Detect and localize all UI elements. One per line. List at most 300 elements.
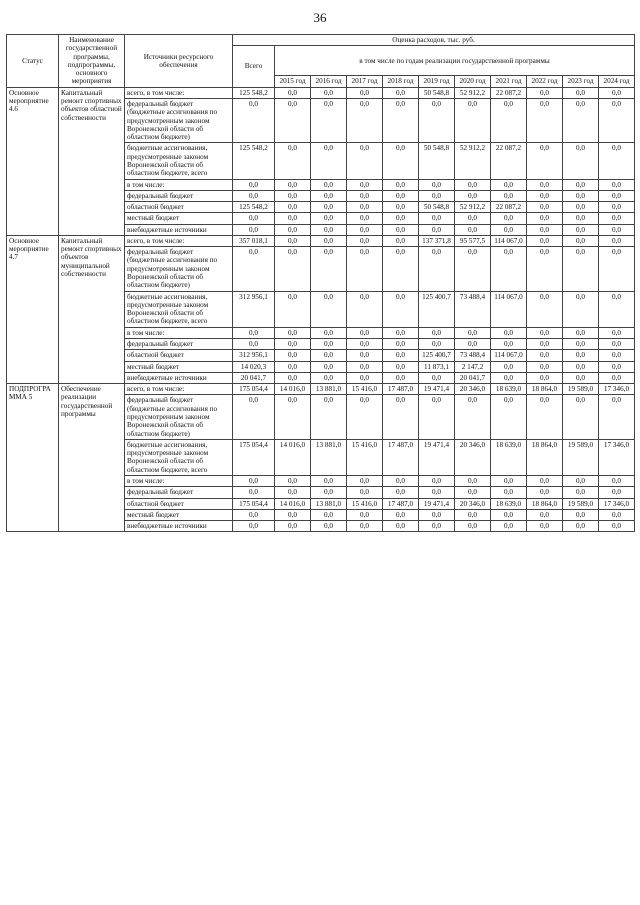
header-year: 2016 год <box>311 76 347 87</box>
cell-year-value: 0,0 <box>275 213 311 224</box>
cell-year-value: 0,0 <box>563 327 599 338</box>
row-funding-source: внебюджетные источники <box>125 224 233 235</box>
cell-year-value: 52 912,2 <box>455 87 491 98</box>
header-status: Статус <box>7 35 59 88</box>
row-funding-source: федеральный бюджет (бюджетные ассигнования по предусмотренным законом Воронежской области об областном бюджете) <box>125 247 233 291</box>
cell-year-value: 0,0 <box>599 143 635 179</box>
cell-year-value: 18 864,0 <box>527 439 563 475</box>
cell-total: 0,0 <box>233 487 275 498</box>
cell-year-value: 0,0 <box>599 213 635 224</box>
cell-year-value: 0,0 <box>311 509 347 520</box>
cell-year-value: 20 346,0 <box>455 498 491 509</box>
cell-total: 175 054,4 <box>233 384 275 395</box>
cell-year-value: 0,0 <box>455 190 491 201</box>
cell-year-value: 0,0 <box>491 395 527 439</box>
cell-year-value: 0,0 <box>347 327 383 338</box>
row-program-name: Капитальный ремонт спортивных объектов областной собственности <box>59 87 125 235</box>
cell-year-value: 0,0 <box>275 327 311 338</box>
cell-total: 357 018,1 <box>233 235 275 246</box>
cell-year-value: 14 016,0 <box>275 498 311 509</box>
cell-year-value: 0,0 <box>347 509 383 520</box>
cell-total: 0,0 <box>233 509 275 520</box>
cell-year-value: 0,0 <box>527 247 563 291</box>
cell-year-value: 14 016,0 <box>275 384 311 395</box>
funding-table <box>6 34 635 532</box>
header-name: Наименование государственной программы, подпрограммы, основного мероприятия <box>59 35 125 88</box>
cell-year-value: 0,0 <box>563 361 599 372</box>
cell-year-value: 0,0 <box>599 224 635 235</box>
cell-year-value: 0,0 <box>347 87 383 98</box>
cell-total: 0,0 <box>233 98 275 142</box>
cell-year-value: 0,0 <box>563 395 599 439</box>
cell-year-value: 0,0 <box>347 190 383 201</box>
header-year: 2023 год <box>563 76 599 87</box>
cell-year-value: 0,0 <box>383 247 419 291</box>
cell-year-value: 0,0 <box>599 98 635 142</box>
header-year: 2019 год <box>419 76 455 87</box>
row-funding-source: всего, в том числе: <box>125 384 233 395</box>
cell-year-value: 0,0 <box>347 247 383 291</box>
cell-year-value: 52 912,2 <box>455 202 491 213</box>
cell-year-value: 0,0 <box>383 395 419 439</box>
cell-year-value: 0,0 <box>311 395 347 439</box>
header-total: Всего <box>233 46 275 87</box>
cell-year-value: 0,0 <box>383 509 419 520</box>
cell-year-value: 0,0 <box>563 521 599 532</box>
cell-year-value: 0,0 <box>419 327 455 338</box>
cell-year-value: 0,0 <box>455 521 491 532</box>
cell-year-value: 0,0 <box>455 98 491 142</box>
cell-year-value: 0,0 <box>491 361 527 372</box>
row-program-name: Капитальный ремонт спортивных объектов муниципальной собственности <box>59 235 125 383</box>
cell-year-value: 0,0 <box>275 179 311 190</box>
cell-year-value: 15 416,0 <box>347 384 383 395</box>
cell-year-value: 0,0 <box>311 179 347 190</box>
cell-year-value: 13 881,0 <box>311 498 347 509</box>
cell-year-value: 0,0 <box>455 395 491 439</box>
cell-year-value: 0,0 <box>311 202 347 213</box>
cell-year-value: 18 864,0 <box>527 384 563 395</box>
cell-year-value: 0,0 <box>419 247 455 291</box>
cell-year-value: 0,0 <box>311 224 347 235</box>
cell-year-value: 0,0 <box>527 224 563 235</box>
cell-year-value: 52 912,2 <box>455 143 491 179</box>
cell-year-value: 0,0 <box>383 143 419 179</box>
cell-year-value: 0,0 <box>347 521 383 532</box>
cell-year-value: 0,0 <box>275 521 311 532</box>
cell-year-value: 0,0 <box>347 350 383 361</box>
cell-year-value: 0,0 <box>311 350 347 361</box>
cell-year-value: 20 041,7 <box>455 372 491 383</box>
cell-year-value: 0,0 <box>311 372 347 383</box>
cell-year-value: 0,0 <box>311 235 347 246</box>
cell-year-value: 0,0 <box>563 179 599 190</box>
cell-year-value: 0,0 <box>419 395 455 439</box>
cell-year-value: 17 346,0 <box>599 384 635 395</box>
cell-year-value: 0,0 <box>347 235 383 246</box>
cell-year-value: 20 346,0 <box>455 384 491 395</box>
cell-year-value: 0,0 <box>383 202 419 213</box>
cell-year-value: 0,0 <box>563 475 599 486</box>
cell-year-value: 0,0 <box>563 247 599 291</box>
cell-year-value: 0,0 <box>599 509 635 520</box>
cell-year-value: 0,0 <box>311 475 347 486</box>
cell-year-value: 0,0 <box>563 372 599 383</box>
cell-year-value: 0,0 <box>491 487 527 498</box>
cell-year-value: 0,0 <box>527 213 563 224</box>
row-funding-source: федеральный бюджет (бюджетные ассигнования по предусмотренным законом Воронежской области об областном бюджете) <box>125 395 233 439</box>
cell-total: 175 054,4 <box>233 439 275 475</box>
cell-year-value: 0,0 <box>527 98 563 142</box>
cell-year-value: 0,0 <box>383 98 419 142</box>
row-funding-source: всего, в том числе: <box>125 235 233 246</box>
cell-year-value: 0,0 <box>455 179 491 190</box>
cell-year-value: 0,0 <box>599 395 635 439</box>
cell-year-value: 50 548,8 <box>419 143 455 179</box>
header-year: 2020 год <box>455 76 491 87</box>
cell-year-value: 0,0 <box>599 327 635 338</box>
row-funding-source: внебюджетные источники <box>125 372 233 383</box>
cell-year-value: 50 548,8 <box>419 202 455 213</box>
cell-year-value: 0,0 <box>563 98 599 142</box>
cell-year-value: 0,0 <box>347 179 383 190</box>
cell-year-value: 18 639,0 <box>491 384 527 395</box>
cell-year-value: 0,0 <box>599 291 635 327</box>
cell-year-value: 114 067,0 <box>491 291 527 327</box>
cell-year-value: 15 416,0 <box>347 439 383 475</box>
row-funding-source: федеральный бюджет <box>125 190 233 201</box>
cell-total: 0,0 <box>233 247 275 291</box>
cell-year-value: 0,0 <box>311 339 347 350</box>
cell-year-value: 0,0 <box>455 247 491 291</box>
cell-total: 0,0 <box>233 179 275 190</box>
row-funding-source: областной бюджет <box>125 498 233 509</box>
row-funding-source: всего, в том числе: <box>125 87 233 98</box>
cell-year-value: 0,0 <box>491 327 527 338</box>
cell-year-value: 0,0 <box>275 190 311 201</box>
cell-year-value: 0,0 <box>383 521 419 532</box>
cell-year-value: 11 873,1 <box>419 361 455 372</box>
cell-year-value: 0,0 <box>311 291 347 327</box>
cell-total: 0,0 <box>233 339 275 350</box>
row-program-name: Обеспечение реализации государственной программы <box>59 384 125 532</box>
cell-year-value: 0,0 <box>383 475 419 486</box>
cell-year-value: 125 400,7 <box>419 350 455 361</box>
cell-year-value: 0,0 <box>599 372 635 383</box>
cell-year-value: 0,0 <box>599 339 635 350</box>
cell-year-value: 0,0 <box>599 521 635 532</box>
cell-year-value: 0,0 <box>563 339 599 350</box>
cell-year-value: 0,0 <box>311 521 347 532</box>
cell-year-value: 0,0 <box>599 190 635 201</box>
row-funding-source: местный бюджет <box>125 361 233 372</box>
cell-year-value: 0,0 <box>311 190 347 201</box>
row-funding-source: в том числе: <box>125 327 233 338</box>
cell-year-value: 17 346,0 <box>599 498 635 509</box>
cell-year-value: 0,0 <box>275 98 311 142</box>
cell-year-value: 73 488,4 <box>455 291 491 327</box>
cell-year-value: 0,0 <box>491 475 527 486</box>
cell-year-value: 0,0 <box>491 521 527 532</box>
cell-year-value: 13 881,0 <box>311 439 347 475</box>
cell-total: 0,0 <box>233 521 275 532</box>
cell-year-value: 0,0 <box>347 372 383 383</box>
table-row <box>7 235 635 246</box>
cell-year-value: 0,0 <box>563 350 599 361</box>
cell-total: 125 548,2 <box>233 87 275 98</box>
cell-year-value: 0,0 <box>383 213 419 224</box>
cell-total: 312 956,1 <box>233 291 275 327</box>
cell-year-value: 0,0 <box>311 213 347 224</box>
cell-year-value: 0,0 <box>599 475 635 486</box>
page-number: 36 <box>313 10 327 25</box>
cell-year-value: 0,0 <box>455 509 491 520</box>
cell-year-value: 0,0 <box>383 327 419 338</box>
cell-year-value: 0,0 <box>419 339 455 350</box>
cell-year-value: 0,0 <box>491 190 527 201</box>
cell-total: 0,0 <box>233 190 275 201</box>
cell-year-value: 0,0 <box>455 213 491 224</box>
row-funding-source: в том числе: <box>125 179 233 190</box>
cell-total: 125 548,2 <box>233 202 275 213</box>
cell-year-value: 0,0 <box>527 291 563 327</box>
cell-year-value: 0,0 <box>599 202 635 213</box>
cell-year-value: 0,0 <box>383 224 419 235</box>
cell-year-value: 0,0 <box>599 487 635 498</box>
cell-year-value: 0,0 <box>347 395 383 439</box>
cell-total: 20 041,7 <box>233 372 275 383</box>
cell-year-value: 0,0 <box>419 224 455 235</box>
cell-year-value: 0,0 <box>275 247 311 291</box>
cell-year-value: 0,0 <box>275 361 311 372</box>
cell-year-value: 0,0 <box>383 87 419 98</box>
cell-year-value: 137 371,8 <box>419 235 455 246</box>
cell-total: 175 054,4 <box>233 498 275 509</box>
cell-year-value: 0,0 <box>599 179 635 190</box>
cell-year-value: 0,0 <box>347 291 383 327</box>
cell-total: 0,0 <box>233 395 275 439</box>
row-funding-source: федеральный бюджет <box>125 339 233 350</box>
cell-year-value: 0,0 <box>347 213 383 224</box>
cell-year-value: 0,0 <box>455 327 491 338</box>
cell-total: 312 956,1 <box>233 350 275 361</box>
cell-year-value: 0,0 <box>311 361 347 372</box>
cell-year-value: 0,0 <box>419 190 455 201</box>
cell-year-value: 0,0 <box>347 224 383 235</box>
cell-year-value: 19 471,4 <box>419 439 455 475</box>
row-funding-source: бюджетные ассигнования, предусмотренные законом Воронежской области об областном бюджете, всего <box>125 143 233 179</box>
cell-year-value: 18 639,0 <box>491 439 527 475</box>
cell-year-value: 0,0 <box>527 190 563 201</box>
cell-year-value: 17 487,0 <box>383 498 419 509</box>
cell-year-value: 0,0 <box>527 509 563 520</box>
cell-year-value: 20 346,0 <box>455 439 491 475</box>
row-funding-source: бюджетные ассигнования, предусмотренные законом Воронежской области об областном бюджете, всего <box>125 439 233 475</box>
cell-year-value: 0,0 <box>563 202 599 213</box>
cell-year-value: 114 067,0 <box>491 350 527 361</box>
cell-year-value: 0,0 <box>563 509 599 520</box>
cell-year-value: 0,0 <box>563 190 599 201</box>
cell-year-value: 17 487,0 <box>383 384 419 395</box>
cell-year-value: 0,0 <box>311 487 347 498</box>
cell-total: 0,0 <box>233 213 275 224</box>
cell-year-value: 0,0 <box>491 247 527 291</box>
cell-year-value: 0,0 <box>527 143 563 179</box>
cell-year-value: 0,0 <box>527 339 563 350</box>
cell-year-value: 0,0 <box>563 291 599 327</box>
cell-year-value: 0,0 <box>527 235 563 246</box>
cell-year-value: 0,0 <box>491 339 527 350</box>
cell-year-value: 0,0 <box>419 372 455 383</box>
cell-year-value: 0,0 <box>383 372 419 383</box>
cell-year-value: 0,0 <box>527 361 563 372</box>
cell-year-value: 0,0 <box>311 247 347 291</box>
row-funding-source: областной бюджет <box>125 202 233 213</box>
cell-year-value: 114 067,0 <box>491 235 527 246</box>
cell-year-value: 0,0 <box>491 372 527 383</box>
cell-year-value: 0,0 <box>599 247 635 291</box>
cell-year-value: 0,0 <box>419 213 455 224</box>
cell-year-value: 0,0 <box>527 202 563 213</box>
cell-year-value: 0,0 <box>491 179 527 190</box>
cell-year-value: 0,0 <box>347 339 383 350</box>
cell-year-value: 0,0 <box>563 224 599 235</box>
cell-year-value: 50 548,8 <box>419 87 455 98</box>
row-status: Основное мероприятие 4.7 <box>7 235 59 383</box>
cell-year-value: 0,0 <box>527 372 563 383</box>
table-row <box>7 384 635 395</box>
cell-year-value: 0,0 <box>527 179 563 190</box>
header-year: 2015 год <box>275 76 311 87</box>
cell-total: 0,0 <box>233 475 275 486</box>
cell-year-value: 0,0 <box>275 350 311 361</box>
cell-total: 14 020,3 <box>233 361 275 372</box>
cell-year-value: 18 639,0 <box>491 498 527 509</box>
cell-year-value: 0,0 <box>383 361 419 372</box>
cell-year-value: 19 471,4 <box>419 498 455 509</box>
cell-year-value: 95 577,5 <box>455 235 491 246</box>
cell-year-value: 14 016,0 <box>275 439 311 475</box>
header-estimate: Оценка расходов, тыс. руб. <box>233 35 635 46</box>
cell-year-value: 0,0 <box>455 224 491 235</box>
cell-year-value: 0,0 <box>527 487 563 498</box>
cell-year-value: 0,0 <box>527 395 563 439</box>
cell-year-value: 0,0 <box>311 87 347 98</box>
cell-year-value: 0,0 <box>599 350 635 361</box>
cell-year-value: 0,0 <box>599 361 635 372</box>
cell-year-value: 0,0 <box>599 87 635 98</box>
cell-year-value: 15 416,0 <box>347 498 383 509</box>
cell-year-value: 0,0 <box>419 509 455 520</box>
cell-year-value: 0,0 <box>491 98 527 142</box>
row-funding-source: местный бюджет <box>125 509 233 520</box>
table-row <box>7 87 635 98</box>
cell-year-value: 0,0 <box>275 202 311 213</box>
cell-year-value: 0,0 <box>347 98 383 142</box>
cell-year-value: 0,0 <box>347 361 383 372</box>
header-by-year: в том числе по годам реализации государственной программы <box>275 46 635 76</box>
cell-year-value: 19 589,0 <box>563 498 599 509</box>
cell-year-value: 0,0 <box>275 475 311 486</box>
cell-year-value: 0,0 <box>383 190 419 201</box>
row-status: Основное мероприятие 4.6 <box>7 87 59 235</box>
cell-year-value: 0,0 <box>311 98 347 142</box>
cell-year-value: 0,0 <box>383 235 419 246</box>
cell-year-value: 0,0 <box>419 475 455 486</box>
row-funding-source: в том числе: <box>125 475 233 486</box>
cell-year-value: 0,0 <box>383 179 419 190</box>
cell-year-value: 0,0 <box>383 350 419 361</box>
cell-year-value: 0,0 <box>275 235 311 246</box>
cell-year-value: 125 400,7 <box>419 291 455 327</box>
cell-year-value: 0,0 <box>563 87 599 98</box>
cell-year-value: 0,0 <box>563 213 599 224</box>
cell-year-value: 0,0 <box>275 224 311 235</box>
cell-year-value: 22 087,2 <box>491 143 527 179</box>
cell-total: 125 548,2 <box>233 143 275 179</box>
cell-year-value: 0,0 <box>275 291 311 327</box>
cell-year-value: 0,0 <box>527 87 563 98</box>
cell-year-value: 19 589,0 <box>563 439 599 475</box>
cell-year-value: 0,0 <box>419 179 455 190</box>
cell-year-value: 19 589,0 <box>563 384 599 395</box>
cell-year-value: 0,0 <box>527 350 563 361</box>
cell-year-value: 0,0 <box>419 98 455 142</box>
header-year: 2017 год <box>347 76 383 87</box>
header-year: 2024 год <box>599 76 635 87</box>
cell-year-value: 22 087,2 <box>491 87 527 98</box>
cell-year-value: 0,0 <box>347 475 383 486</box>
cell-year-value: 0,0 <box>275 87 311 98</box>
cell-year-value: 0,0 <box>383 291 419 327</box>
cell-year-value: 0,0 <box>275 372 311 383</box>
cell-year-value: 0,0 <box>383 339 419 350</box>
cell-year-value: 0,0 <box>311 327 347 338</box>
row-funding-source: бюджетные ассигнования, предусмотренные законом Воронежской области об областном бюджете, всего <box>125 291 233 327</box>
cell-year-value: 0,0 <box>563 235 599 246</box>
cell-year-value: 2 147,2 <box>455 361 491 372</box>
cell-year-value: 0,0 <box>491 213 527 224</box>
cell-year-value: 0,0 <box>563 487 599 498</box>
cell-year-value: 0,0 <box>275 339 311 350</box>
row-funding-source: внебюджетные источники <box>125 521 233 532</box>
cell-year-value: 17 346,0 <box>599 439 635 475</box>
cell-total: 0,0 <box>233 224 275 235</box>
cell-year-value: 18 864,0 <box>527 498 563 509</box>
cell-year-value: 19 471,4 <box>419 384 455 395</box>
row-funding-source: областной бюджет <box>125 350 233 361</box>
funding-table-wrapper <box>6 34 634 532</box>
cell-year-value: 0,0 <box>347 487 383 498</box>
cell-year-value: 0,0 <box>347 143 383 179</box>
cell-year-value: 0,0 <box>455 339 491 350</box>
row-funding-source: местный бюджет <box>125 213 233 224</box>
cell-year-value: 0,0 <box>311 143 347 179</box>
cell-year-value: 0,0 <box>599 235 635 246</box>
cell-year-value: 13 881,0 <box>311 384 347 395</box>
cell-year-value: 17 487,0 <box>383 439 419 475</box>
row-funding-source: федеральный бюджет <box>125 487 233 498</box>
cell-year-value: 22 087,2 <box>491 202 527 213</box>
cell-year-value: 0,0 <box>527 521 563 532</box>
cell-year-value: 0,0 <box>491 509 527 520</box>
cell-year-value: 0,0 <box>527 327 563 338</box>
row-funding-source: федеральный бюджет (бюджетные ассигнования по предусмотренным законом Воронежской области об областном бюджете) <box>125 98 233 142</box>
cell-year-value: 0,0 <box>383 487 419 498</box>
header-year: 2018 год <box>383 76 419 87</box>
cell-year-value: 0,0 <box>527 475 563 486</box>
cell-year-value: 0,0 <box>275 509 311 520</box>
